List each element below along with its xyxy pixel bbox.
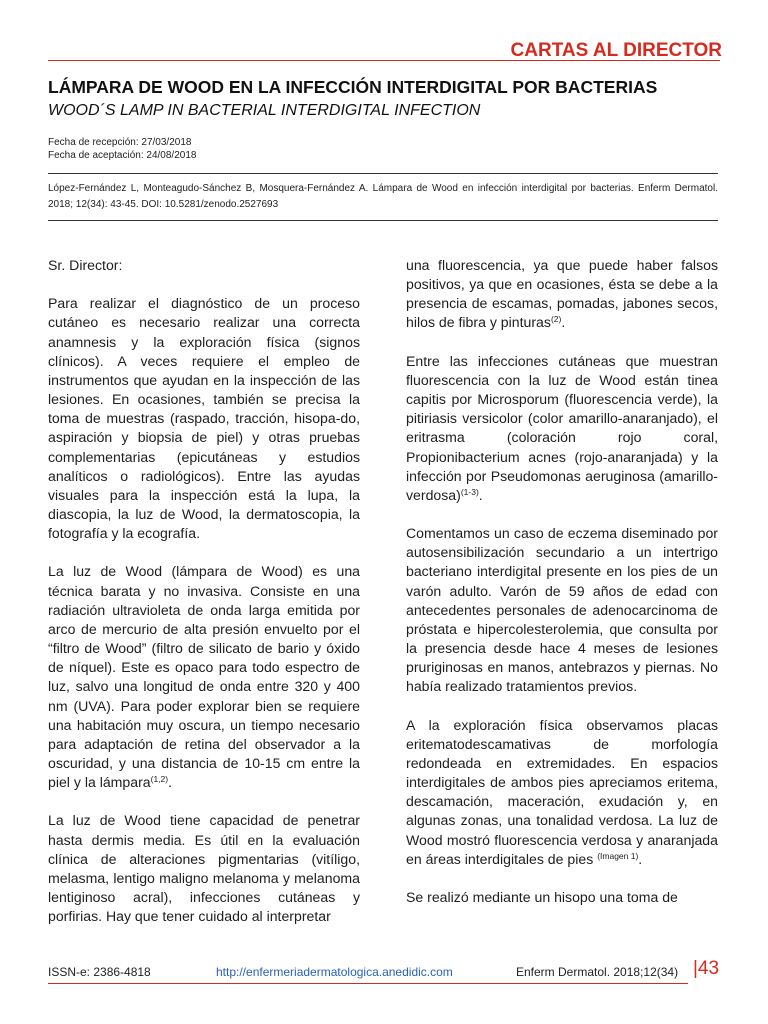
reference: (1,2) <box>150 774 169 785</box>
reference: (Imagen 1) <box>597 850 639 861</box>
paragraph-text: una fluorescencia, ya que puede haber falsos positivos, ya que en ocasiones, ésta se debe a la presencia de escamas, pomadas, jabones secos, hilos de fibra y pinturas <box>406 257 718 331</box>
paragraph-end: . <box>638 850 643 867</box>
greeting: Sr. Director: <box>48 257 123 273</box>
page-number: |43 <box>693 958 720 979</box>
footer-issn: ISSN-e: 2386-4818 <box>48 965 151 979</box>
separator-bottom <box>48 220 718 221</box>
paragraph <box>406 256 718 333</box>
paragraph: La luz de Wood tiene capacidad de penetrar hasta dermis media. Es útil en la evaluación clínica de alteraciones pigmentarias (vitíligo, melasma, lentigo maligno melanoma y melanoma lentiginoso acral), infecciones cutáneas y porfirias. Hay que tener cuidado al interpretar <box>48 812 360 925</box>
reference: (2) <box>550 314 562 325</box>
right-column <box>406 256 718 926</box>
paragraph-text: Entre las infecciones cutáneas que muestran fluorescencia con la luz de Wood están tinea capitis por Microsporum (fluorescencia verde), la pitiriasis versicolor (color amarillo-anaranjado), el eritrasma (coloración rojo coral, Propionibacterium acnes (rojo-anaranjada) y la infección por Pseudomonas aeruginosa (amarillo-verdosa) <box>406 352 718 503</box>
header-rule <box>48 60 720 61</box>
paragraph <box>406 352 718 505</box>
footer-journal: Enferm Dermatol. 2018;12(34) <box>516 965 679 979</box>
article-dates <box>48 137 196 162</box>
paragraph: Se realizó mediante un hisopo una toma de <box>406 889 678 906</box>
received-date: Fecha de recepción: 27/03/2018 <box>48 137 192 148</box>
paragraph <box>406 716 718 869</box>
paragraph <box>48 562 360 792</box>
reference: (1-3) <box>460 486 479 497</box>
paragraph-text: La luz de Wood (lámpara de Wood) es una técnica barata y no invasiva. Consiste en una radiación ultravioleta de onda larga emitida por arco de mercurio de alta presión envuelto por el “filtro de Wood” (filtro de silicato de bario y óxido de níquel). Este es opaco para todo espectro de luz, salvo una longitud de onda entre 320 y 400 nm (UVA). Para poder explorar bien se requiere una habitación muy oscura, un tiempo necesario para adaptación de retina del observador a la oscuridad, y una distancia de 10-15 cm entre la piel y la lámpara <box>48 563 360 791</box>
paragraph-end: . <box>168 774 173 791</box>
section-label: CARTAS AL DIRECTOR <box>510 40 722 61</box>
paragraph: Comentamos un caso de eczema diseminado por autosensibilización secundario a un intertrigo bacteriano interdigital presente en los pies de un varón adulto. Varón de 59 años de edad con antecedentes personales de adenocarcinoma de próstata e hipercolesterolemia, que consulta por la presencia desde hace 4 meses de lesiones pruriginosas en manos, antebrazos y piernas. No había realizado tratamientos previos. <box>406 525 718 695</box>
accepted-date: Fecha de aceptación: 24/08/2018 <box>48 149 197 161</box>
article-subtitle: WOOD´S LAMP IN BACTERIAL INTERDIGITAL INFECTION <box>48 102 481 119</box>
footer-rule <box>48 983 688 984</box>
paragraph: Para realizar el diagnóstico de un proceso cutáneo es necesario realizar una correcta anamnesis y la exploración física (signos clínicos). A veces requiere el empleo de instrumentos que ayudan en la inspección de las lesiones. En ocasiones, también se precisa la toma de muestras (raspado, tracción, hisopa-do, aspiración y biopsia de piel) y otras pruebas complementarias (epicutáneas y estudios analíticos o radiológicos). Entre las ayudas visuales para la inspección está la lupa, la diascopia, la luz de Wood, la dermatoscopia, la fotografía y la ecografía. <box>48 295 360 542</box>
footer-link[interactable]: http://enfermeriadermatologica.anedidic.com <box>216 965 453 979</box>
separator-top <box>48 173 718 174</box>
paragraph-text: A la exploración física observamos placas eritematodescamativas de morfología redondeada en extremidades. En espacios interdigitales de ambos pies apreciamos eritema, descamación, maceración, exudación y, en algunas zonas, una tonalidad verdosa. La luz de Wood mostró fluorescencia verdosa y anaranjada en áreas interdigitales de pies <box>406 716 718 867</box>
paragraph-end: . <box>561 314 566 331</box>
paragraph-end: . <box>478 486 483 503</box>
article-title: LÁMPARA DE WOOD EN LA INFECCIÓN INTERDIGITAL POR BACTERIAS <box>48 77 658 97</box>
citation: López-Fernández L, Monteagudo-Sánchez B, Mosquera-Fernández A. Lámpara de Wood en infección interdigital por bacterias. Enferm Dermatol. 2018; 12(34): 43-45. DOI: 10.5281/zenodo.2527693 <box>48 183 718 210</box>
left-column <box>48 256 360 946</box>
